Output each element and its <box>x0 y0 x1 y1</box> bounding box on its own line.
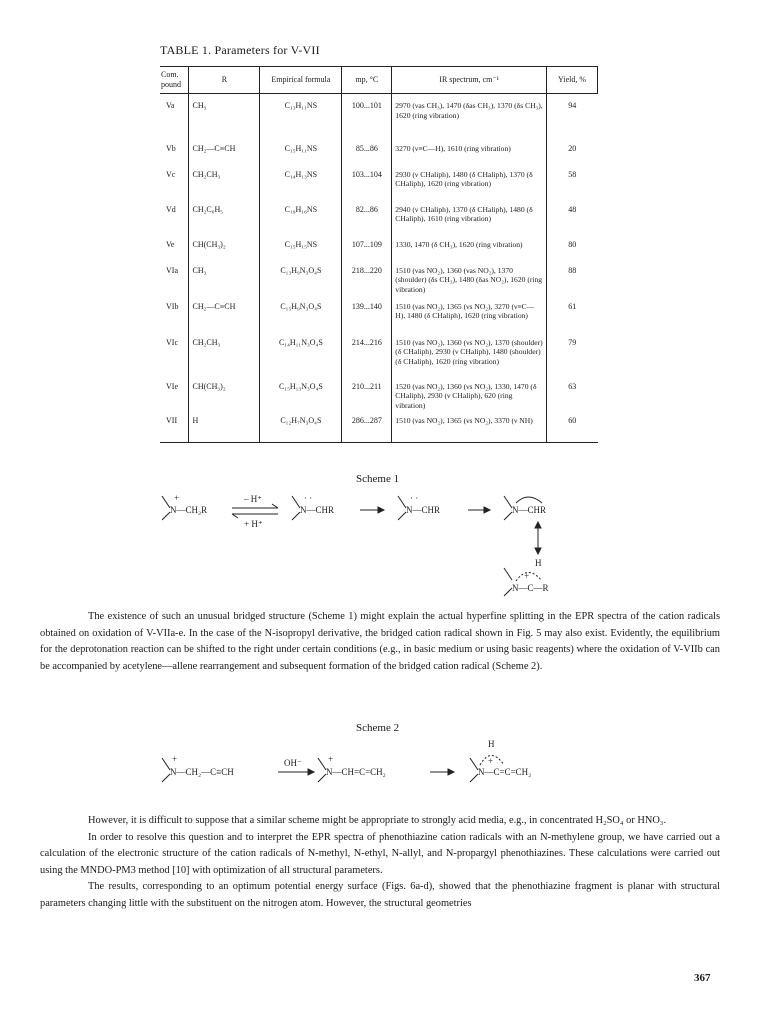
cell-r: H <box>189 416 260 443</box>
scheme1-h: H <box>535 558 542 568</box>
cell-r: CH₃ <box>189 266 260 302</box>
cell-mp: 210...211 <box>342 382 392 416</box>
cell-ir: 2940 (ν CHaliph), 1370 (δ CHaliph), 1480 (δ CHaliph), 1610 (ring vibration) <box>392 205 547 240</box>
scheme2-plus-1: + <box>172 754 178 764</box>
scheme2-mid: N—CH=C=CH₂ <box>326 767 386 777</box>
paragraph-3: In order to resolve this question and to interpret the EPR spectra of phenothiazine cation radicals with an N-methylene group, we have carried out a calculation of the electronic structure of the cation radicals of N-methyl, N-ethyl, N-allyl, and N-propargyl phenothiazines. These calculations were carried out using the MNDO-PM3 method [10] with optimization of all structural parameters. <box>40 831 720 876</box>
cell-yield: 20 <box>568 143 577 153</box>
table-row <box>160 240 598 266</box>
scheme1-plus-1: + <box>174 493 180 503</box>
cell-mp: 139...140 <box>342 302 392 338</box>
cell-formula: C₁₉H₁₆NS <box>260 205 342 240</box>
cell-ir: 1330, 1470 (δ CH₃), 1620 (ring vibration) <box>392 240 547 266</box>
header-ir: IR spectrum, cm⁻¹ <box>392 67 547 94</box>
cell-yield: 88 <box>568 265 577 275</box>
cell-compound: VIb <box>160 302 189 338</box>
table-row <box>160 338 598 382</box>
scheme2-plus-2: + <box>328 754 334 764</box>
header-formula: Empirical formula <box>260 67 342 94</box>
paragraphs-calculation <box>40 813 720 913</box>
cell-compound: VIc <box>160 338 189 382</box>
cell-r: CH₂—C≡CH <box>189 302 260 338</box>
scheme1-n-chr-1: N—CHR <box>300 505 335 515</box>
cell-ir: 3270 (ν≡C—H), 1610 (ring vibration) <box>392 144 547 170</box>
cell-compound: Va <box>160 94 189 144</box>
header-mp: mp, °C <box>342 67 392 94</box>
cell-compound: Vc <box>160 170 189 205</box>
cell-formula: C₁₅H₁₅NS <box>260 240 342 266</box>
cell-mp: 218...220 <box>342 266 392 302</box>
table-row <box>160 266 598 302</box>
parameters-table <box>160 66 598 443</box>
scheme2-diagram <box>150 738 600 792</box>
table-title: TABLE 1. Parameters for V-VII <box>160 43 320 57</box>
table-row <box>160 144 598 170</box>
cell-ir: 2930 (ν CHaliph), 1480 (δ CHaliph), 1370 (δ CHaliph), 1620 (ring vibration) <box>392 170 547 205</box>
cell-yield: 79 <box>568 337 577 347</box>
scheme2-title: Scheme 2 <box>356 722 400 734</box>
cell-r: CH₃ <box>189 94 260 144</box>
table-row <box>160 416 598 443</box>
table-row <box>160 170 598 205</box>
cell-formula: C₁₄H₁₃NS <box>260 170 342 205</box>
cell-mp: 107...109 <box>342 240 392 266</box>
cell-r: CH₂CH₃ <box>189 170 260 205</box>
cell-ir: 1510 (νas NO₂), 1360 (νas NO₂), 1370 (shoulder) (δs CH₃), 1480 (δas NO₂), 1620 (ring vibration) <box>392 266 547 302</box>
table-row <box>160 382 598 416</box>
scheme1-dots-2: · · <box>410 493 419 503</box>
header-r: R <box>189 67 260 94</box>
table-header-row <box>160 67 598 94</box>
header-yield: Yield, % <box>547 67 598 94</box>
cell-yield: 80 <box>568 239 577 249</box>
scheme1-dots-1: · · <box>304 493 313 503</box>
cell-compound: VIe <box>160 382 189 416</box>
scheme1-n-chr-2: N—CHR <box>406 505 441 515</box>
cell-formula: C₁₅H₁₃N₃O₄S <box>260 382 342 416</box>
cell-yield: 94 <box>568 101 577 110</box>
cell-formula: C₁₂H₇N₃O₄S <box>260 416 342 443</box>
cell-yield: 61 <box>568 301 577 311</box>
cell-compound: Vd <box>160 205 189 240</box>
cell-mp: 85...86 <box>342 144 392 170</box>
table-row <box>160 205 598 240</box>
scheme1-minus-h: – H⁺ <box>244 494 262 504</box>
cell-yield: 48 <box>568 204 577 214</box>
cell-r: CH₂CH₃ <box>189 338 260 382</box>
scheme1-plus-2: + <box>524 571 530 581</box>
cell-r: CH(CH₃)₂ <box>189 240 260 266</box>
paragraph-2: However, it is difficult to suppose that a similar scheme might be appropriate to strongly acid media, e.g., in concentrated H₂SO₄ or HNO₃. <box>88 815 667 826</box>
cell-mp: 82...86 <box>342 205 392 240</box>
scheme1-diagram <box>150 488 600 600</box>
scheme2-right: N—C=C=CH₂ <box>478 767 532 777</box>
page-number: 367 <box>694 972 711 984</box>
cell-r: CH₂—C≡CH <box>189 144 260 170</box>
scheme1-n-c-r: N—C—R <box>512 583 549 593</box>
cell-formula: C₁₃H₁₁NS <box>260 94 342 144</box>
scheme1-plus-h: + H⁺ <box>244 519 263 529</box>
paragraph-1: The existence of such an unusual bridged structure (Scheme 1) might explain the actual hyperfine splitting in the EPR spectra of the cation radicals obtained on oxidation of V-VIIa-e. In the case of the N-isopropyl derivative, the bridged cation radical shown in Fig. 5 may also exist. Evidently, the equilibrium for the deprotonation reaction can be shifted to the right under certain conditions (e.g., in basic medium or using basic reagents) where the oxidation of V-VIIb can be accompanied by acetylene—allene rearrangement and subsequent formation of the bridged cation radical (Scheme 2). <box>40 611 720 672</box>
cell-r: CH(CH₃)₂ <box>189 382 260 416</box>
cell-compound: Ve <box>160 240 189 266</box>
scheme2-h: H <box>488 739 495 749</box>
cell-ir: 1510 (νas NO₂), 1365 (νs NO₂), 3370 (ν NH) <box>392 416 547 443</box>
table-row <box>160 302 598 338</box>
paragraph-4: The results, corresponding to an optimum potential energy surface (Figs. 6a-d), showed that the phenothiazine fragment is planar with structural parameters changing little with the substituent on the nitrogen atom. However, the structural geometries <box>40 881 720 909</box>
cell-mp: 103...104 <box>342 170 392 205</box>
cell-ir: 1510 (νas NO₂), 1360 (νs NO₂), 1370 (shoulder) (δ CHaliph), 2930 (ν CHaliph), 1480 (shoulder) (δ CHaliph), 1620 (ring vibration) <box>392 338 547 382</box>
cell-formula: C₁₃H₉N₃O₄S <box>260 266 342 302</box>
scheme1-n-ch2r: N—CH₂R <box>170 505 208 515</box>
scheme2-left: N—CH₂—C≡CH <box>170 767 234 777</box>
cell-yield: 58 <box>568 169 577 179</box>
cell-formula: C₁₅H₁₁NS <box>260 144 342 170</box>
cell-yield: 63 <box>568 381 577 391</box>
cell-mp: 286...287 <box>342 416 392 443</box>
cell-r: CH₂C₆H₅ <box>189 205 260 240</box>
cell-ir: 2970 (νas CH₃), 1470 (δas CH₃), 1370 (δs CH₃), 1620 (ring vibration) <box>392 94 547 144</box>
cell-ir: 1510 (νas NO₂), 1365 (νs NO₂), 3270 (ν≡C—H), 1480 (δ CHaliph), 1620 (ring vibration) <box>392 302 547 338</box>
cell-compound: VIa <box>160 266 189 302</box>
scheme1-n-chr-3: N—CHR <box>512 505 547 515</box>
cell-formula: C₁₅H₉N₃O₄S <box>260 302 342 338</box>
scheme1-title: Scheme 1 <box>356 473 400 485</box>
cell-compound: VII <box>160 416 189 443</box>
cell-ir: 1520 (νas NO₂), 1360 (νs NO₂), 1330, 1470 (δ CHaliph), 2930 (ν CHaliph), 620 (ring vibration) <box>392 382 547 416</box>
scheme2-oh: OH⁻ <box>284 758 302 768</box>
cell-mp: 214...216 <box>342 338 392 382</box>
table-row <box>160 94 598 144</box>
paragraph-bridged-structure <box>40 609 720 675</box>
cell-mp: 100...101 <box>342 94 392 144</box>
cell-compound: Vb <box>160 144 189 170</box>
cell-formula: C₁₄H₁₁N₃O₄S <box>260 338 342 382</box>
header-compound: Com. pound <box>160 67 189 94</box>
cell-yield: 60 <box>547 416 598 443</box>
scheme2-plus-3: + <box>488 756 494 766</box>
